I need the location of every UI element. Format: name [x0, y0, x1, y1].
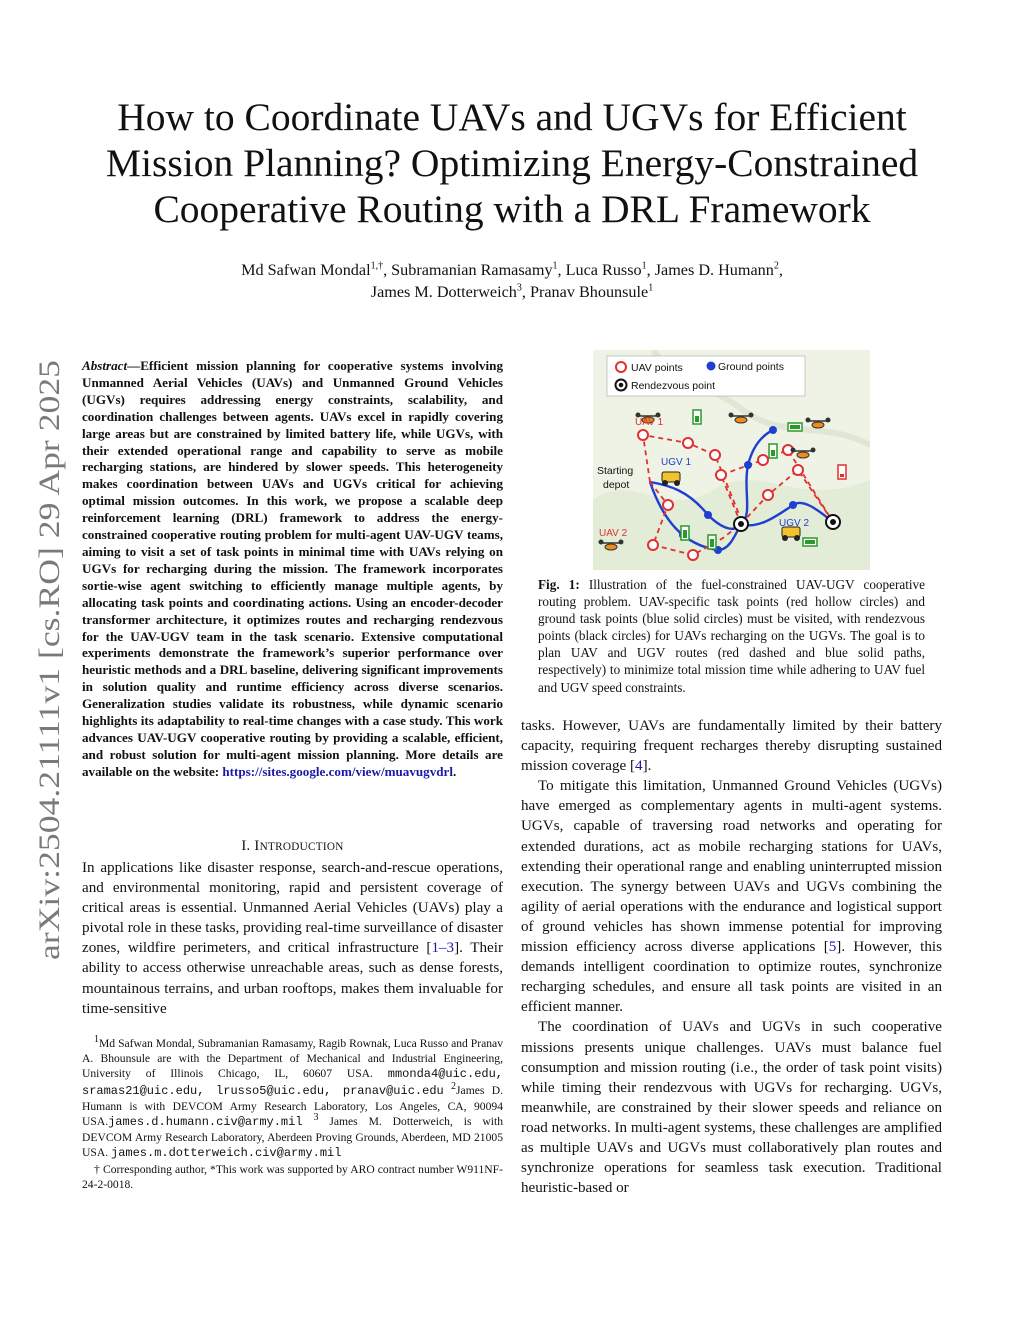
caption-label: Fig. 1:: [538, 577, 580, 592]
abstract-dash: —: [127, 358, 141, 373]
footnote-text: James D. Humann is with DEVCOM Army Research Laboratory, Los Angeles, CA, 90094 USA.: [82, 1083, 503, 1129]
label-starting: Starting: [597, 465, 634, 477]
author-name: , James D. Humann: [646, 261, 774, 279]
label-uav2: UAV 2: [599, 528, 628, 539]
section-title: NTRODUCTION: [259, 841, 344, 853]
author-name: , Luca Russo: [557, 261, 642, 279]
footnote-mark: 2: [451, 1080, 457, 1092]
arxiv-stamp: [2, 350, 82, 970]
author-affil: 1: [648, 282, 654, 294]
abstract-heading: Abstract: [82, 358, 128, 373]
footnote-text: Md Safwan Mondal, Subramanian Ramasamy, Ragib Rownak, Luca Russo and Pranav A. Bhounsule are with the Department of Mechanical and Industrial Engineering, University of Illinois Chicago, IL, 60607 USA.: [82, 1037, 503, 1081]
title-line-2: Mission Planning? Optimizing Energy-Constrained: [105, 141, 919, 185]
paragraph: [521, 716, 942, 776]
label-uav1: UAV 1: [635, 417, 664, 428]
label-ugv2: UGV 2: [779, 518, 810, 529]
paragraph-text: ]. However, this demands intelligent coordination to optimize routes, synchronize recharging schedules, and ensure all task points are visited in an efficient manner.: [521, 939, 942, 1016]
label-ugv1: UGV 1: [661, 457, 692, 468]
paragraph: The coordination of UAVs and UGVs in such cooperative missions presents unique challenges. UAVs must balance fuel consumption and mission routing (i.e., the order of task point visits) while timing their rendezvous with UGVs for recharging. UGVs, meanwhile, are constrained by their slower speeds and reliance on road networks. In multi-agent systems, these challenges are amplified as multiple UAVs and UGVs must collaboratively plan routes and synchronize operations for seamless task execution. Traditional heuristic-based or: [521, 1019, 942, 1197]
citation-link[interactable]: 4: [635, 758, 643, 775]
caption-text: Illustration of the fuel-constrained UAV-UGV cooperative routing problem. UAV-specific task points (red hollow circles) and ground task points (blue solid circles) must be visited, with rendezvous points (black circles) for UAVs recharging on the UGVs. The goal is to plan UAV and UGV routes (red dashed and blue solid paths, respectively) to minimize total mission time while adhering to UAV fuel and UGV speed constraints.: [538, 577, 925, 695]
author-affil: 2: [773, 260, 779, 272]
section-heading-introduction: [82, 838, 503, 855]
title-line-1: How to Coordinate UAVs and UGVs for Efficient: [117, 95, 907, 139]
author-name: , Pranav Bhounsule: [521, 283, 649, 301]
author-name: James M. Dotterweich: [370, 283, 517, 301]
abstract-body: Efficient mission planning for cooperative systems involving Unmanned Aerial Vehicles (UAVs) and Unmanned Ground Vehicles (UGVs) requires addressing energy constraints, scalability, and coordination challenges between agents. UAVs excel in rapidly covering large areas but are constrained by limited battery life, while UGVs, with their extended operational range and capability to serve as mobile recharging stations, are hindered by slower speeds. This heterogeneity makes coordination between UAVs and UGVs critical for achieving optimal mission outcomes. In this work, we propose a scalable deep reinforcement learning (DRL) framework to address the energy-constrained cooperative routing problem for multi-agent UAV-UGV teams, aiming to visit a set of task points in minimal time with UAVs relying on UGVs for recharging during the mission. The framework incorporates sortie-wise agent switching to efficiently manage multiple agents, by allocating task points and coordinating actions. Using an encoder-decoder transformer architecture, it optimizes routes and recharging rendezvous for the UAV-UGV team in the task scenario. Extensive computational experiments demonstrate the framework’s superior performance over heuristic methods and a DRL baseline, delivering significant improvements in solution quality and runtime efficiency across diverse scenarios. Generalization studies validate its robustness, while dynamic scenario highlights its adaptability to real-time changes with a case study. This work advances UAV-UGV cooperative routing by providing a scalable, efficient, and robust solution for multi-agent mission planning. More details are available on the website:: [82, 358, 503, 779]
intro-text-b: ]. Their ability to access otherwise unreachable areas, such as dense forests, mountainous terrains, and urban rooftops, makes them invaluable for time-sensitive: [82, 940, 503, 1017]
footnote-text: James M. Dotterweich, is with DEVCOM Army Research Laboratory, Aberdeen Proving Grounds, Aberdeen, MD 21005 USA.: [82, 1115, 504, 1160]
intro-text-a: In applications like disaster response, search-and-rescue operations, and environmental monitoring, rapid and persistent coverage of critical areas is essential. Unmanned Aerial Vehicles (UAVs) play a pivotal role in these tasks, providing real-time surveillance of disaster zones, wildfire perimeters, and critical infrastructure [: [82, 860, 503, 957]
figure-caption: [538, 576, 925, 696]
right-column-text: [521, 716, 942, 1198]
arxiv-id: arXiv:2504.21111v1 [cs.RO] 29 Apr 2025: [34, 463, 66, 960]
author-name: Md Safwan Mondal: [241, 261, 371, 279]
footnote-1: [82, 1036, 503, 1162]
abstract: [82, 358, 503, 781]
author-list: [60, 259, 964, 303]
author-sep: ,: [778, 261, 783, 279]
label-depot: depot: [603, 479, 630, 491]
figure-1: [593, 350, 870, 570]
footnote-mark: 1: [94, 1034, 99, 1046]
footnote-2: † Corresponding author, *This work was supported by ARO contract number W911NF-24-2-0018.: [82, 1162, 503, 1191]
legend-ground-label: Ground points: [718, 361, 784, 373]
legend-ground-marker: [707, 362, 716, 371]
author-affil: 3: [516, 282, 522, 294]
author-line-1: [60, 259, 964, 281]
paper-title: [60, 94, 964, 232]
title-line-3: Cooperative Routing with a DRL Framework: [153, 187, 871, 231]
footnote-emails: mmonda4@uic.edu, sramas21@uic.edu, lrusso5@uic.edu, pranav@uic.edu: [82, 1067, 503, 1098]
paragraph-text: ].: [642, 758, 652, 775]
website-link[interactable]: https://sites.google.com/view/muavugvdrl: [222, 763, 453, 779]
paragraph-text: To mitigate this limitation, Unmanned Ground Vehicles (UGVs) have emerged as complementary agents in multi-agent systems. UGVs, capable of traversing road networks and operating for extended durations, act as mobile recharging stations for UAVs, extending their operational range and enabling uninterrupted mission execution. The synergy between UAVs and UGVs combining the agility of aerial operations with the endurance and logistical support of ground vehicles has shown immense potential for improving mission efficiency across diverse applications [: [521, 778, 942, 956]
footnote-email: james.m.dotterweich.civ@army.mil: [111, 1146, 342, 1161]
author-line-2: [60, 281, 964, 303]
legend-rendezvous-label: Rendezvous point: [631, 380, 716, 392]
author-affil: 1: [641, 260, 647, 272]
footnotes: [82, 1036, 503, 1192]
intro-paragraph: [82, 858, 503, 1019]
author-name: , Subramanian Ramasamy: [383, 261, 553, 279]
citation-link[interactable]: 5: [828, 939, 837, 956]
author-affil: 1: [552, 260, 558, 272]
figure-legend: [607, 356, 805, 396]
section-numeral: I. I: [241, 838, 260, 854]
paragraph: [521, 776, 942, 1017]
footnote-mark: 3: [313, 1112, 319, 1124]
author-affil: 1,†: [370, 260, 384, 272]
legend-uav-label: UAV points: [631, 362, 683, 374]
footnote-email: james.d.humann.civ@army.mil: [108, 1115, 303, 1130]
abstract-end: .: [452, 763, 457, 779]
paragraph-text: tasks. However, UAVs are fundamentally limited by their battery capacity, requiring frequent recharges thereby disrupting sustained mission coverage [: [521, 718, 942, 775]
citation-link[interactable]: 1–3: [431, 940, 455, 957]
